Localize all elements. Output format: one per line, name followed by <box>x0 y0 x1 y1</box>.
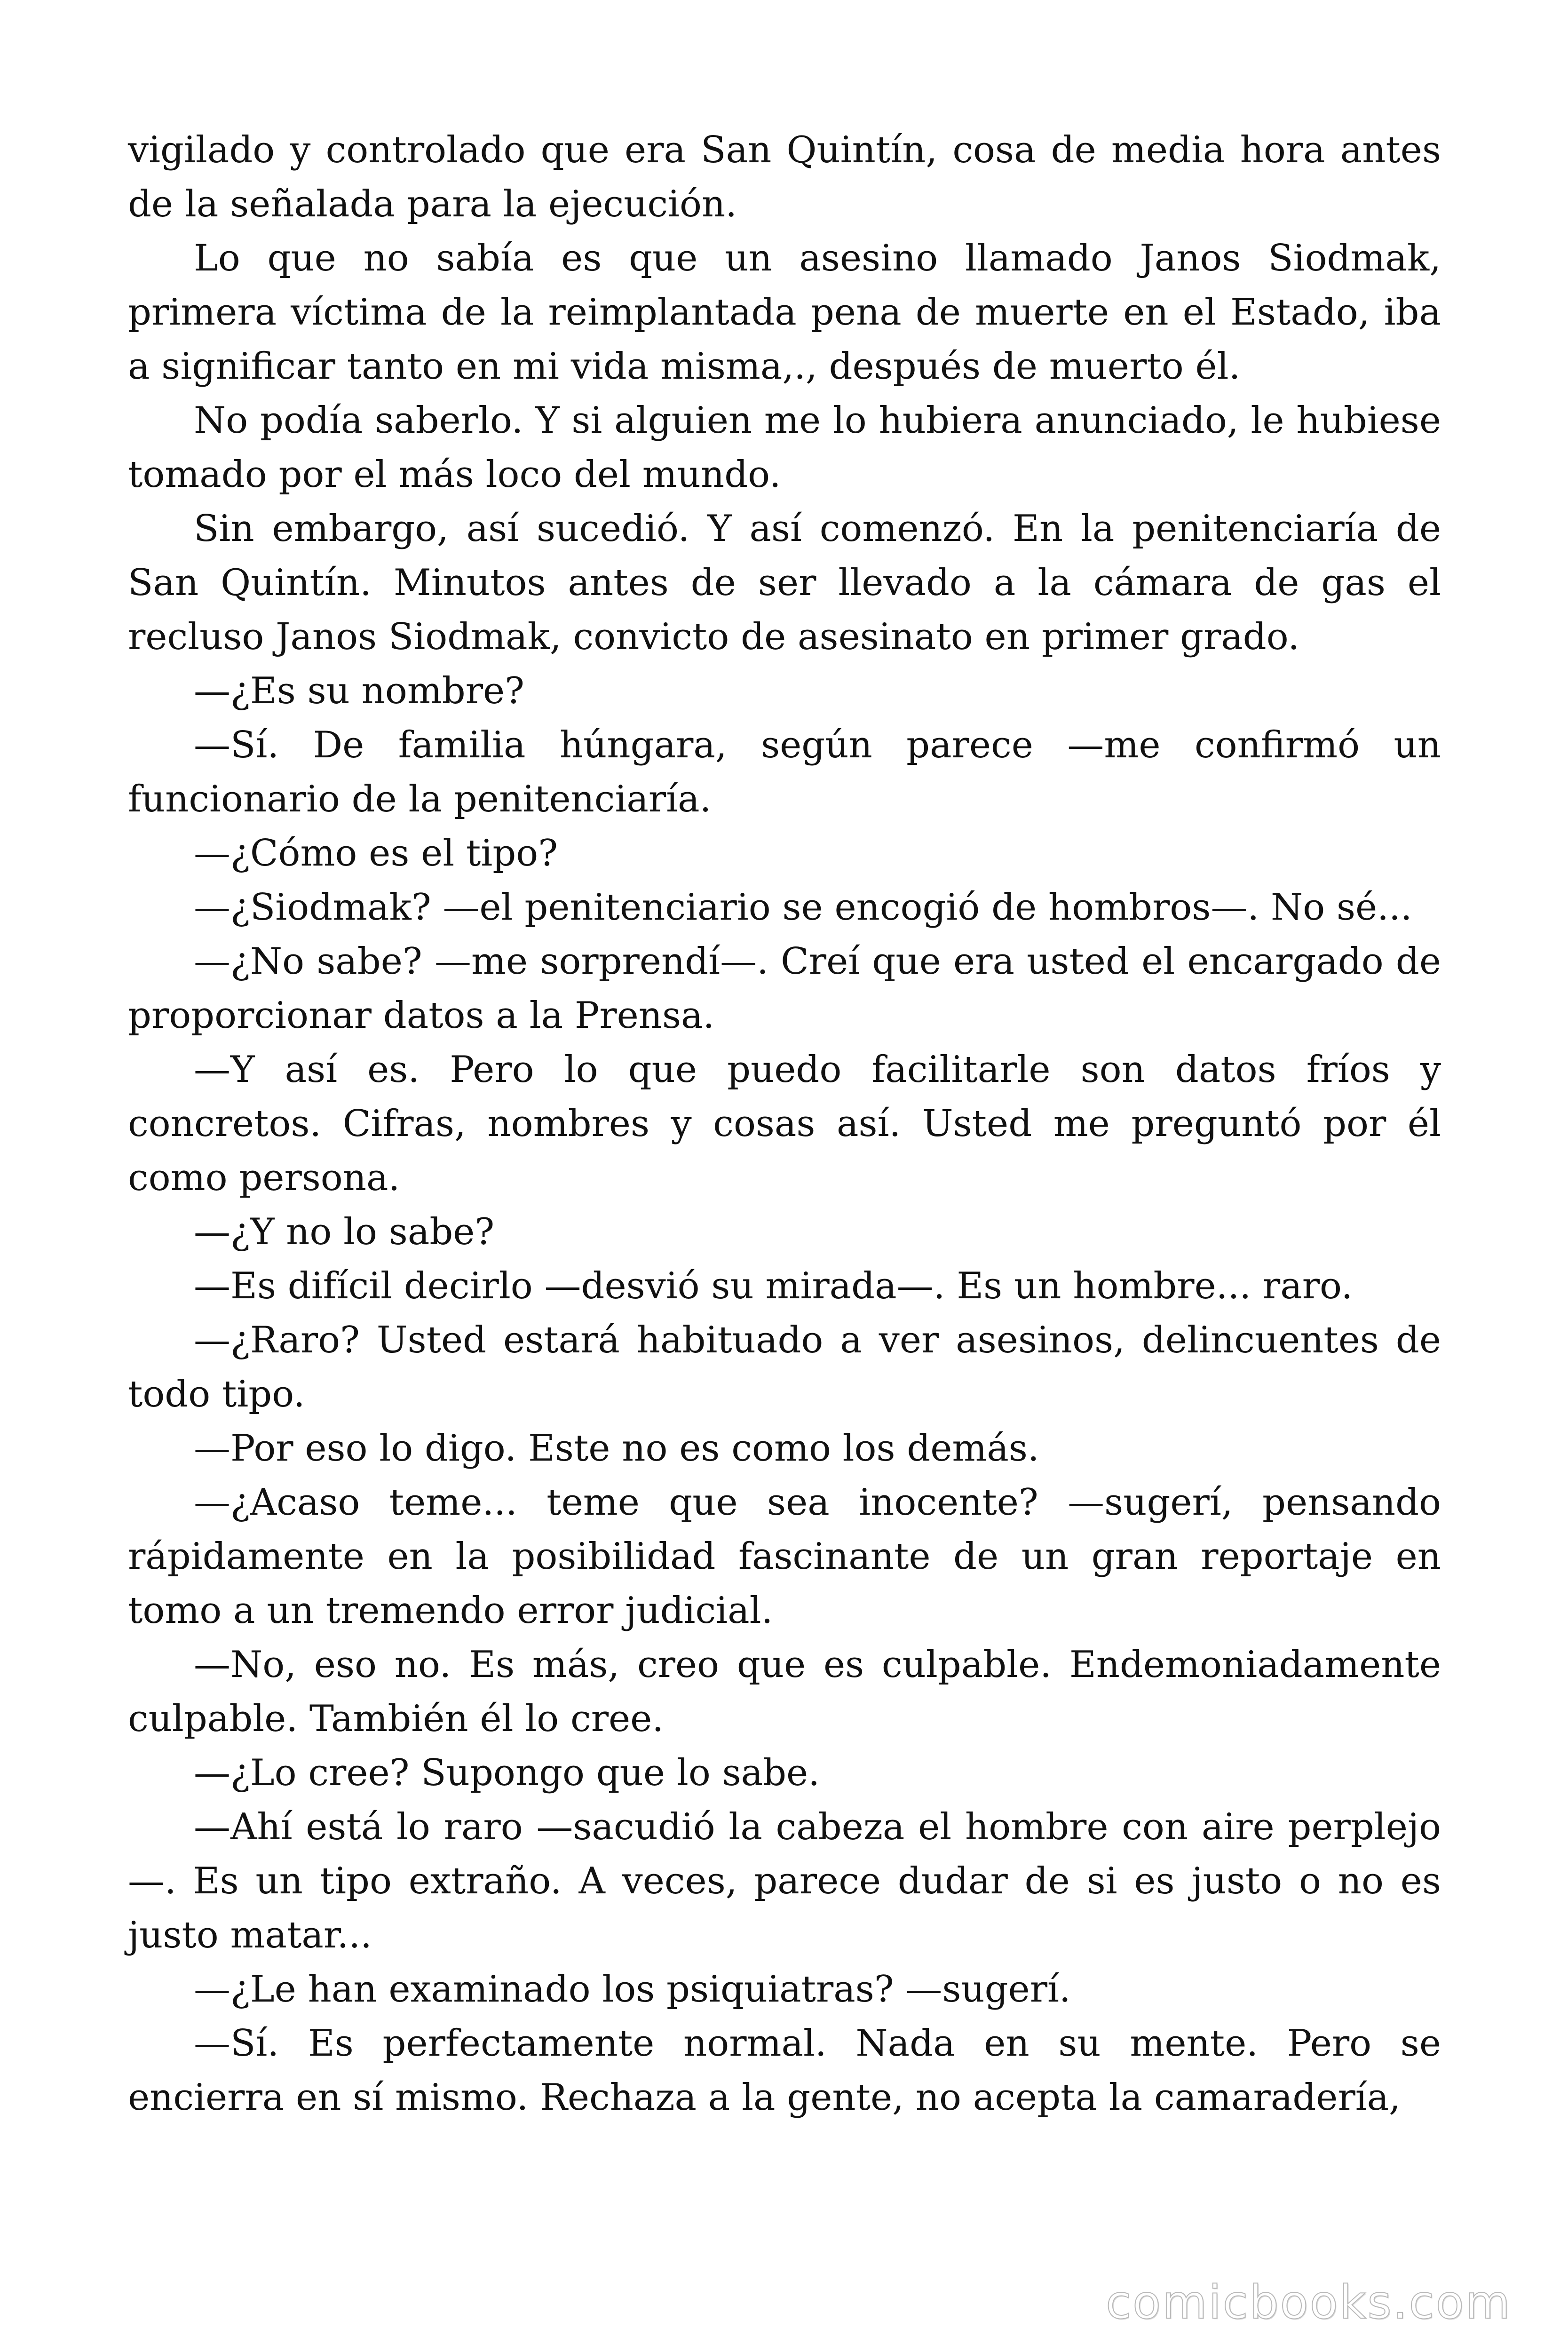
page-text <box>128 123 1441 2125</box>
paragraph: —Y así es. Pero lo que puedo facilitarle son datos fríos y concretos. Cifras, nombres y cosas así. Usted me preguntó por él como persona. <box>128 1049 1441 1199</box>
paragraph: —¿Cómo es el tipo? <box>194 832 558 874</box>
paragraph: —No, eso no. Es más, creo que es culpable. Endemoniadamente culpable. También él lo cree. <box>128 1644 1441 1740</box>
paragraph: —¿Acaso teme... teme que sea inocente? —sugerí, pensando rápidamente en la posibilidad fascinante de un gran reportaje en tomo a un tremendo error judicial. <box>128 1481 1441 1632</box>
paragraph: —¿Siodmak? —el penitenciario se encogió de hombros—. No sé... <box>194 886 1412 929</box>
paragraph: No podía saberlo. Y si alguien me lo hubiera anunciado, le hubiese tomado por el más loco del mundo. <box>128 399 1441 496</box>
paragraph: —¿Lo cree? Supongo que lo sabe. <box>194 1752 820 1794</box>
paragraph: —Sí. De familia húngara, según parece —me confirmó un funcionario de la penitenciaría. <box>128 724 1441 820</box>
paragraph: —Sí. Es perfectamente normal. Nada en su mente. Pero se encierra en sí mismo. Rechaza a la gente, no acepta la camaradería, <box>128 2022 1441 2119</box>
paragraph: —¿Raro? Usted estará habituado a ver asesinos, delincuentes de todo tipo. <box>128 1319 1441 1415</box>
paragraph: —¿No sabe? —me sorprendí—. Creí que era usted el encargado de proporcionar datos a la Prensa. <box>128 940 1441 1037</box>
paragraph: —Por eso lo digo. Este no es como los demás. <box>194 1427 1039 1470</box>
paragraph: Sin embargo, así sucedió. Y así comenzó. En la penitenciaría de San Quintín. Minutos antes de ser llevado a la cámara de gas el recluso Janos Siodmak, convicto de asesinato en primer grado. <box>128 508 1441 658</box>
watermark: comicbooks.com <box>1106 2276 1512 2329</box>
paragraph: Lo que no sabía es que un asesino llamado Janos Siodmak, primera víctima de la reimplantada pena de muerte en el Estado, iba a significar tanto en mi vida misma,., después de muerto él. <box>128 237 1441 388</box>
paragraph: —¿Es su nombre? <box>194 670 524 712</box>
paragraph: —¿Y no lo sabe? <box>194 1211 495 1253</box>
paragraph: vigilado y controlado que era San Quintín, cosa de media hora antes de la señalada para la ejecución. <box>128 129 1441 225</box>
paragraph: —Es difícil decirlo —desvió su mirada—. Es un hombre... raro. <box>194 1265 1353 1307</box>
paragraph: —¿Le han examinado los psiquiatras? —sugerí. <box>194 1968 1071 2010</box>
paragraph: —Ahí está lo raro —sacudió la cabeza el hombre con aire perplejo—. Es un tipo extraño. A veces, parece dudar de si es justo o no es justo matar... <box>128 1806 1441 1956</box>
